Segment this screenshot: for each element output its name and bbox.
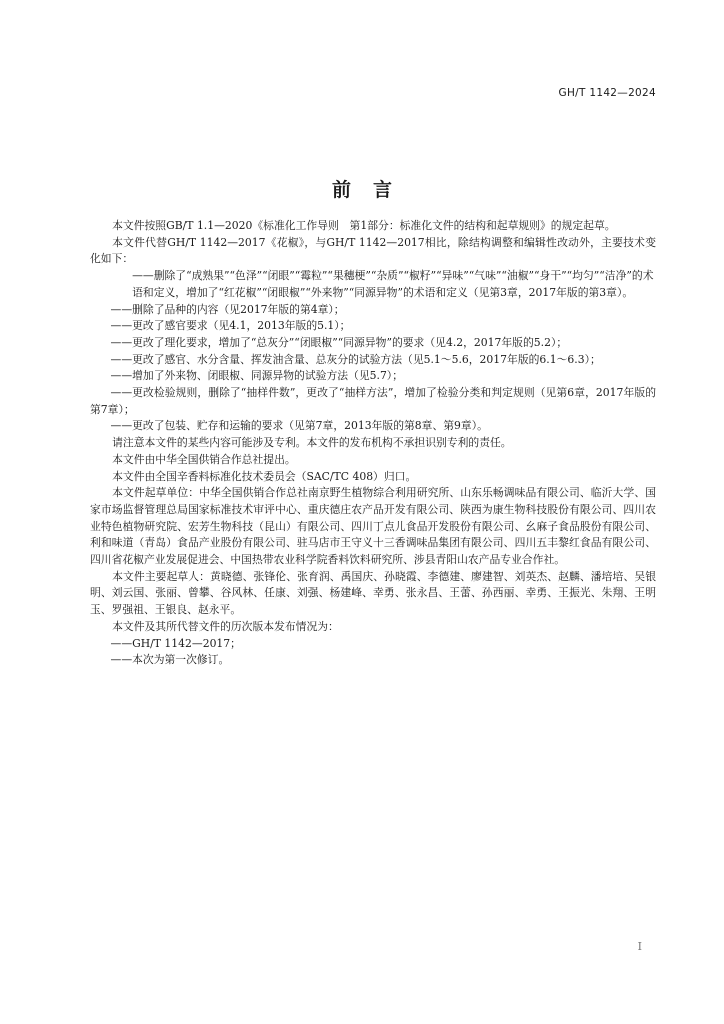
history-intro: 本文件及其所代替文件的历次版本发布情况为： [112,619,339,633]
technical-committee: 本文件由全国辛香料标准化技术委员会（SAC/TC 408）归口。 [112,469,417,483]
change-item: ——增加了外来物、闭眼椒、同源异物的试验方法（见5.7）； [110,369,404,383]
change-item: ——更改了感官、水分含量、挥发油含量、总灰分的试验方法（见5.1～5.6，2017年版的6.1～6.3）； [110,352,601,366]
history-item: ——GH/T 1142—2017； [110,636,241,650]
document-body [90,218,656,669]
change-item: ——更改检验规则，删除了“抽样件数”，更改了“抽样方法”，增加了检验分类和判定规则（见第6章，2017年版的第7章）； [90,386,656,416]
patent-notice: 请注意本文件的某些内容可能涉及专利。本文件的发布机构不承担识别专利的责任。 [112,436,512,450]
change-item: ——删除了品种的内容（见2017年版的第4章）； [110,302,345,316]
proposer: 本文件由中华全国供销合作总社提出。 [112,452,296,466]
change-item: ——更改了理化要求，增加了“总灰分”“闭眼椒”“同源异物”的要求（见4.2，2017年版的5.2）； [110,335,568,349]
paragraph-drafting-rules: 本文件按照GB/T 1.1—2020《标准化工作导则 第1部分：标准化文件的结构和起草规则》的规定起草。 [112,219,616,232]
drafting-units: 本文件起草单位：中华全国供销合作总社南京野生植物综合利用研究所、山东乐畅调味品有限公司、临沂大学、国家市场监督管理总局国家标准技术审评中心、重庆德庄农产品开发有限公司、陕西为康生物科技股份有限公司、四川农业特色植物研究院、宏芳生物科技（昆山）有限公司、四川丁点儿食品开发股份有限公司、幺麻子食品股份有限公司、利和味道（青岛）食品产业股份有限公司、驻马店市王守义十三香调味品集团有限公司、四川五丰黎红食品有限公司、四川省花椒产业发展促进会、中国热带农业科学院香料饮料研究所、涉县青阳山农产品专业合作社。 [90,486,656,567]
page-title: 前言 [331,179,414,201]
standard-code: GH/T 1142—2024 [558,87,656,99]
history-item: ——本次为第一次修订。 [110,653,230,667]
change-item: ——更改了感官要求（见4.1，2013年版的5.1）； [110,319,351,333]
drafters: 本文件主要起草人：黄晓德、张锋伦、张育润、禹国庆、孙晓霞、李德建、廖建智、刘英杰、赵麟、潘培培、吴银明、刘云国、张丽、曾攀、谷风林、任康、刘强、杨建峰、幸勇、张永昌、王蕾、孙西丽、幸勇、王振光、朱翔、王明玉、罗强祖、王银良、赵永平。 [90,569,656,617]
change-item: ——更改了包装、贮存和运输的要求（见第7章，2013年版的第8章、第9章）。 [110,419,488,433]
page-number: I [637,940,642,953]
paragraph-replacement: 本文件代替GH/T 1142—2017《花椒》，与GH/T 1142—2017相比，除结构调整和编辑性改动外，主要技术变化如下： [90,235,656,266]
change-item: ——删除了“成熟果”“色泽”“闭眼”“霉粒”“果穗梗”“杂质”“椒籽”“异味”“气味”“油椒”“身干”“均匀”“洁净”的术语和定义，增加了“红花椒”“闭眼椒”“外来物”“同源异物”的术语和定义（见第3章，2017年版的第3章）。 [132,269,654,299]
